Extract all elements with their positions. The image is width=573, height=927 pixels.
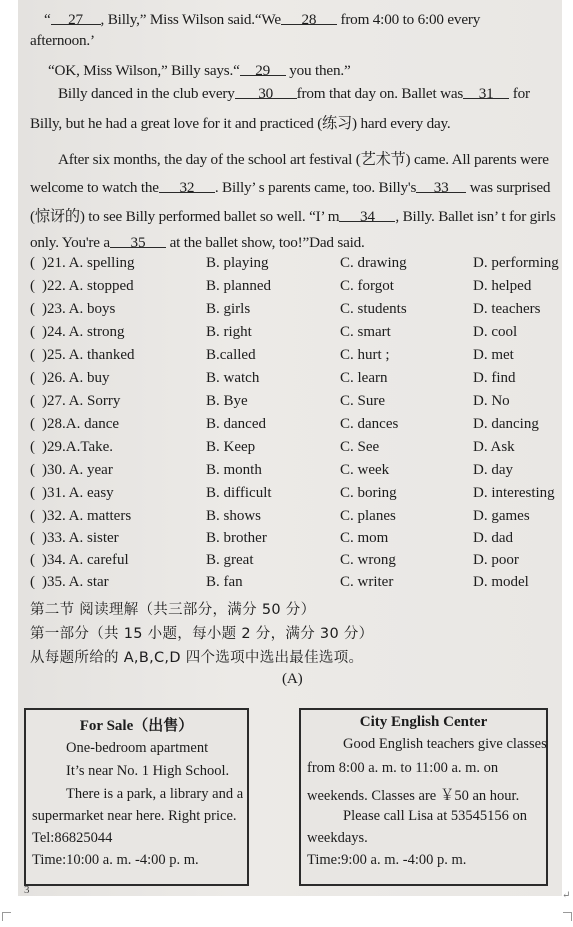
- text: (惊讶的) to see Billy performed ballet so well. “I’ m: [30, 208, 340, 225]
- option-a: )29.A.Take.: [42, 439, 114, 455]
- passage-line-9: [30, 233, 365, 253]
- english-center-box: [299, 708, 548, 886]
- option-d: D. cool: [473, 324, 518, 340]
- option-c: C. hurt ;: [340, 347, 390, 363]
- option-d: D. poor: [473, 552, 519, 568]
- option-a: )28.A. dance: [42, 416, 120, 432]
- sale-line: It’s near No. 1 High School.: [66, 763, 230, 779]
- center-line: weekends. Classes are ￥50 an hour.: [307, 788, 520, 804]
- option-c: C. See: [340, 439, 380, 455]
- option-d: D. teachers: [473, 301, 541, 317]
- option-b: B. difficult: [206, 485, 272, 501]
- english-center-title: City English Center: [359, 714, 488, 730]
- option-c: C. writer: [340, 574, 394, 590]
- option-d: D. dancing: [473, 416, 539, 432]
- option-a: )27. A. Sorry: [42, 393, 121, 409]
- sale-line: One-bedroom apartment: [66, 740, 209, 756]
- blank-number: 34: [360, 208, 375, 225]
- answer-paren[interactable]: (: [30, 347, 35, 363]
- text: from that day on. Ballet was: [296, 85, 464, 102]
- paragraph-return-icon: ↵: [562, 890, 571, 901]
- option-a: )23. A. boys: [42, 301, 116, 317]
- option-b: B. month: [206, 462, 262, 478]
- blank-30: [235, 84, 297, 102]
- answer-paren[interactable]: (: [30, 508, 35, 524]
- text: “OK, Miss Wilson,” Billy says.“: [48, 62, 240, 79]
- option-a: )21. A. spelling: [42, 255, 135, 271]
- text: was surprised: [469, 179, 551, 196]
- option-d: D. games: [473, 508, 530, 524]
- answer-paren[interactable]: (: [30, 324, 35, 340]
- center-line: weekdays.: [307, 830, 368, 846]
- exam-page: [18, 0, 562, 896]
- for-sale-box: [24, 708, 249, 886]
- passage-line-5: Billy, but he had a great love for it and practiced (练习) hard every day.: [30, 115, 451, 132]
- text: , Billy. Ballet isn’ t for girls: [395, 208, 556, 225]
- option-c: C. boring: [340, 485, 397, 501]
- option-c: C. forgot: [340, 278, 394, 294]
- blank-27: [51, 10, 101, 28]
- option-d: D. performing: [473, 255, 559, 271]
- option-a: )32. A. matters: [42, 508, 132, 524]
- answer-paren[interactable]: (: [30, 462, 35, 478]
- blank-34: [339, 207, 395, 225]
- option-d: D. model: [473, 574, 529, 590]
- passage-line-1: [44, 10, 480, 30]
- answer-paren[interactable]: (: [30, 574, 35, 590]
- option-a: )33. A. sister: [42, 530, 119, 546]
- blank-32: [159, 178, 215, 196]
- option-d: D. Ask: [473, 439, 515, 455]
- answer-paren[interactable]: (: [30, 301, 35, 317]
- passage-line-8: [30, 207, 556, 227]
- option-b: B. brother: [206, 530, 267, 546]
- text: “: [44, 11, 51, 28]
- sale-line: supermarket near here. Right price.: [32, 808, 237, 824]
- option-c: C. students: [340, 301, 407, 317]
- option-c: C. smart: [340, 324, 391, 340]
- corner-mark-icon: [2, 912, 11, 921]
- option-b: B. great: [206, 552, 254, 568]
- option-c: C. learn: [340, 370, 388, 386]
- answer-paren[interactable]: (: [30, 393, 35, 409]
- for-sale-title: For Sale（出售）: [79, 718, 194, 734]
- option-d: D. day: [473, 462, 513, 478]
- option-c: C. mom: [340, 530, 389, 546]
- center-line: from 8:00 a. m. to 11:00 a. m. on: [307, 760, 499, 776]
- blank-31: [463, 84, 509, 102]
- part-heading: 第一部分（共 15 小题，每小题 2 分，满分 30 分）: [30, 626, 374, 642]
- center-line: Good English teachers give classes: [343, 736, 547, 752]
- option-b: B. girls: [206, 301, 251, 317]
- option-c: C. dances: [340, 416, 399, 432]
- option-d: D. dad: [473, 530, 513, 546]
- option-a: )24. A. strong: [42, 324, 125, 340]
- center-line: Please call Lisa at 53545156 on: [343, 808, 528, 824]
- reading-label: (A): [282, 670, 303, 687]
- text: for: [512, 85, 530, 102]
- option-a: )26. A. buy: [42, 370, 110, 386]
- option-b: B. danced: [206, 416, 266, 432]
- blank-29: [240, 61, 286, 79]
- blank-number: 32: [179, 179, 195, 196]
- option-d: D. helped: [473, 278, 532, 294]
- option-a: )31. A. easy: [42, 485, 114, 501]
- text: at the ballet show, too!”Dad said.: [169, 234, 365, 251]
- passage-line-2: afternoon.’: [30, 32, 95, 49]
- center-time: Time:9:00 a. m. -4:00 p. m.: [307, 852, 467, 868]
- blank-number: 33: [433, 179, 449, 196]
- sale-time: Time:10:00 a. m. -4:00 p. m.: [32, 852, 199, 868]
- text: welcome to watch the: [30, 179, 159, 196]
- blank-number: 29: [255, 62, 270, 79]
- blank-number: 35: [130, 234, 146, 251]
- blank-35: [110, 233, 166, 251]
- section-heading: 第二节 阅读理解（共三部分，满分 50 分）: [30, 602, 316, 618]
- option-b: B.called: [206, 347, 256, 363]
- option-d: D. find: [473, 370, 516, 386]
- text: only. You're a: [30, 234, 110, 251]
- corner-mark-icon: [563, 912, 572, 921]
- blank-number: 31: [478, 85, 494, 102]
- sale-phone: Tel:86825044: [32, 830, 113, 846]
- text: you then.”: [289, 62, 351, 79]
- option-c: C. wrong: [340, 552, 396, 568]
- blank-33: [416, 178, 466, 196]
- passage-line-4: [58, 84, 530, 104]
- option-c: C. planes: [340, 508, 396, 524]
- option-b: B. watch: [206, 370, 260, 386]
- page-number: 3: [24, 884, 30, 896]
- option-b: B. playing: [206, 255, 269, 271]
- answer-paren[interactable]: (: [30, 439, 35, 455]
- passage-line-6: After six months, the day of the school art festival (艺术节) came. All parents were: [58, 151, 549, 168]
- blank-number: 27: [68, 11, 83, 28]
- passage-line-7: [30, 178, 550, 198]
- option-b: B. right: [206, 324, 252, 340]
- sale-line: There is a park, a library and a: [66, 786, 244, 802]
- answer-paren[interactable]: (: [30, 416, 35, 432]
- answer-paren[interactable]: (: [30, 552, 35, 568]
- answer-paren[interactable]: (: [30, 530, 35, 546]
- text: Billy danced in the club every: [58, 85, 235, 102]
- option-d: D. No: [473, 393, 510, 409]
- option-a: )22. A. stopped: [42, 278, 134, 294]
- option-c: C. week: [340, 462, 390, 478]
- text: from 4:00 to 6:00 every: [340, 11, 481, 28]
- option-d: D. met: [473, 347, 514, 363]
- instruction-text: 从每题所给的 A,B,C,D 四个选项中选出最佳选项。: [30, 650, 364, 666]
- answer-paren[interactable]: (: [30, 370, 35, 386]
- option-d: D. interesting: [473, 485, 555, 501]
- answer-paren[interactable]: (: [30, 278, 35, 294]
- text: . Billy’ s parents came, too. Billy's: [214, 179, 417, 196]
- text: , Billy,” Miss Wilson said.“We: [100, 11, 281, 28]
- option-a: )25. A. thanked: [42, 347, 135, 363]
- blank-number: 30: [258, 85, 274, 102]
- option-c: C. Sure: [340, 393, 385, 409]
- option-a: )30. A. year: [42, 462, 113, 478]
- option-a: )34. A. careful: [42, 552, 129, 568]
- option-b: B. Bye: [206, 393, 248, 409]
- option-b: B. planned: [206, 278, 271, 294]
- option-b: B. Keep: [206, 439, 256, 455]
- option-b: B. fan: [206, 574, 243, 590]
- blank-28: [281, 10, 337, 28]
- blank-number: 28: [301, 11, 317, 28]
- option-b: B. shows: [206, 508, 262, 524]
- option-a: )35. A. star: [42, 574, 109, 590]
- answer-paren[interactable]: (: [30, 485, 35, 501]
- passage-line-3: [48, 61, 350, 81]
- option-c: C. drawing: [340, 255, 407, 271]
- answer-paren[interactable]: (: [30, 255, 35, 271]
